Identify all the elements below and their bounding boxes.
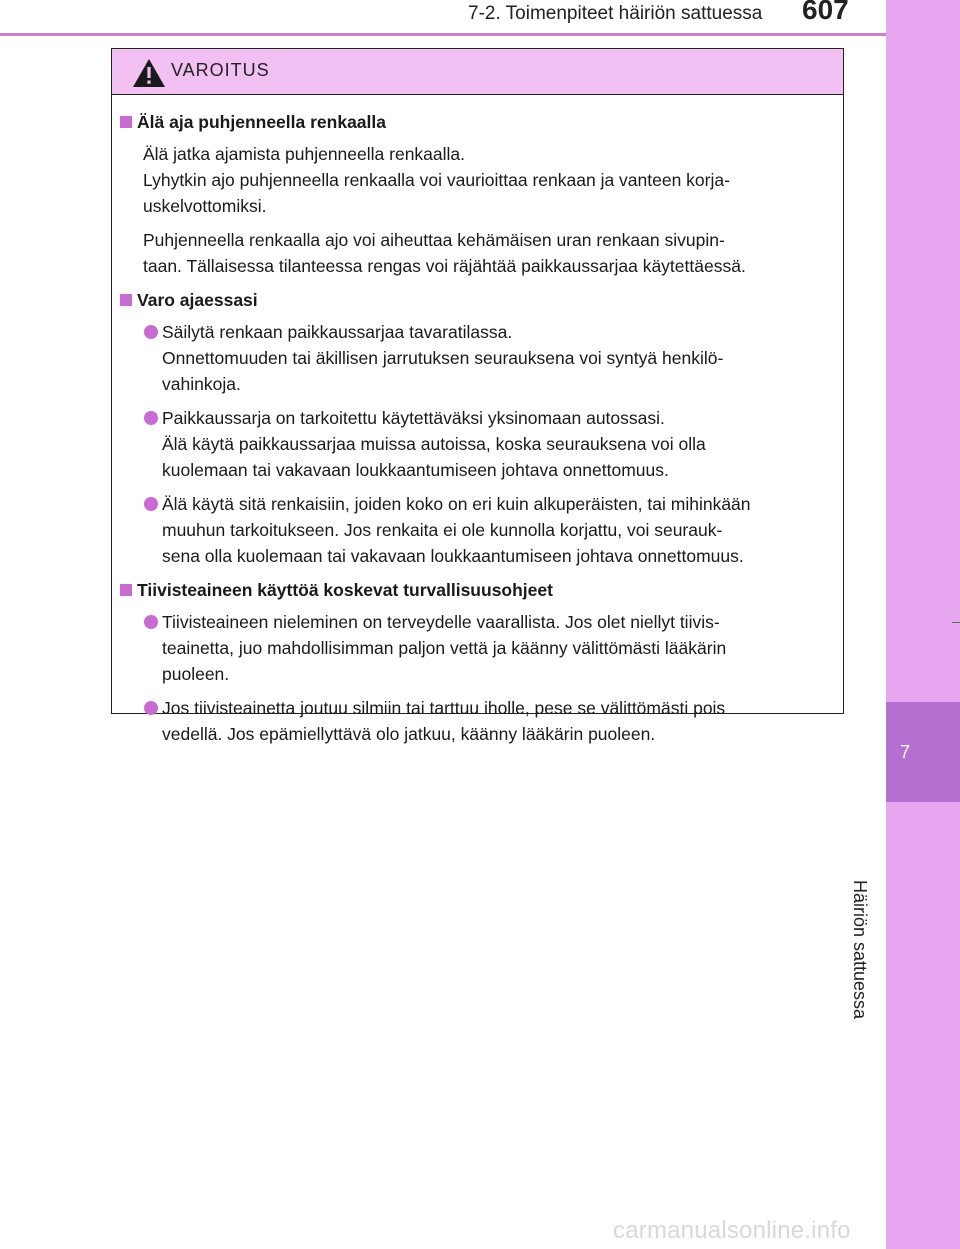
paragraph: Älä jatka ajamista puhjenneella renkaalla. Lyhytkin ajo puhjenneella renkaalla voi vaurioittaa renkaan ja vanteen korja- uskelvottomiksi. (143, 144, 730, 216)
list-item: Paikkaussarja on tarkoitettu käytettäväksi yksinomaan autossasi. Älä käytä paikkaussarjaa muissa autoissa, koska seurauksena voi olla kuolemaan tai vakavaan loukkaantumiseen johtava onnettomuus. (117, 405, 829, 483)
warning-title: VAROITUS (171, 60, 270, 80)
section-title: 7-2. Toimenpiteet häiriön sattuessa (468, 3, 763, 24)
chapter-number: 7 (899, 742, 910, 762)
square-bullet-icon (120, 584, 132, 596)
margin-tick (952, 622, 960, 623)
section-heading: Älä aja puhjenneella renkaalla (117, 109, 829, 135)
circle-bullet-icon (144, 325, 158, 339)
circle-bullet-icon (144, 615, 158, 629)
warning-body (112, 95, 843, 747)
paragraph: Puhjenneella renkaalla ajo voi aiheuttaa kehämäisen uran renkaan sivupin- taan. Tällaisessa tilanteessa rengas voi räjähtää paikkaussarjaa käytettäessä. (143, 230, 746, 276)
chapter-label: Häiriön sattuessa (850, 880, 870, 1020)
warning-triangle-icon (132, 58, 166, 88)
watermark: carmanualsonline.info (613, 1217, 851, 1244)
list-item: Jos tiivisteainetta joutuu silmiin tai tarttuu iholle, pese se välittömästi pois vedellä. Jos epämiellyttävä olo jatkuu, käänny lääkärin puoleen. (117, 695, 829, 747)
page-header (0, 0, 886, 36)
square-bullet-icon (120, 294, 132, 306)
list-item: Säilytä renkaan paikkaussarjaa tavaratilassa. Onnettomuuden tai äkillisen jarrutuksen seurauksena voi syntyä henkilö- vahinkoja. (117, 319, 829, 397)
warning-box (111, 48, 844, 744)
page-number: 607 (802, 0, 849, 25)
header-rule (0, 33, 886, 36)
circle-bullet-icon (144, 411, 158, 425)
section-heading: Varo ajaessasi (117, 287, 829, 313)
list-item: Tiivisteaineen nieleminen on terveydelle vaarallista. Jos olet niellyt tiivis- teainetta, juo mahdollisimman paljon vettä ja käänny välittömästi lääkärin puoleen. (117, 609, 829, 687)
section-heading: Tiivisteaineen käyttöä koskevat turvallisuusohjeet (117, 577, 829, 603)
circle-bullet-icon (144, 701, 158, 715)
circle-bullet-icon (144, 497, 158, 511)
square-bullet-icon (120, 116, 132, 128)
side-tab (886, 0, 960, 1249)
warning-header (112, 49, 843, 95)
list-item: Älä käytä sitä renkaisiin, joiden koko on eri kuin alkuperäisten, tai mihinkään muuhun tarkoitukseen. Jos renkaita ei ole kunnolla korjattu, voi seurauk- sena olla kuolemaan tai vakavaan loukkaantumiseen johtava onnettomuus. (117, 491, 829, 569)
